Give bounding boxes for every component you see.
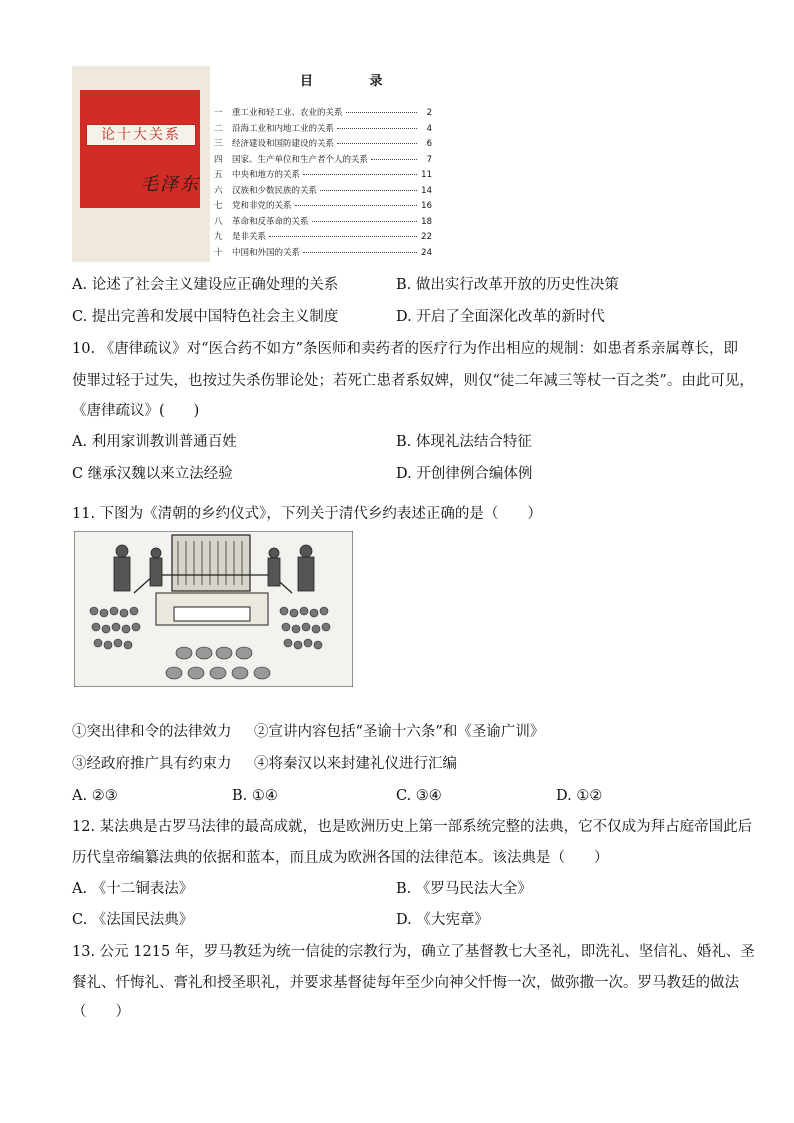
q11-option-c: C. ③④ bbox=[396, 788, 442, 804]
toc-page-number: 16 bbox=[421, 201, 432, 211]
q12-stem-line1: 12. 某法典是古罗马法律的最高成就，也是欧洲历史上第一部系统完整的法典，它不仅成为拜占庭帝国此后 bbox=[72, 819, 753, 835]
toc-entry-text: 沿海工业和内地工业的关系 bbox=[232, 123, 335, 134]
toc-page-number: 24 bbox=[421, 247, 432, 258]
toc-entry-text: 是非关系 bbox=[232, 232, 267, 242]
toc-entry-text: 革命和反革命的关系 bbox=[232, 216, 309, 227]
book-cover-image bbox=[72, 66, 210, 262]
toc-row bbox=[214, 122, 432, 138]
cover-signature: 毛泽东 bbox=[140, 174, 200, 195]
toc-entry-text: 经济建设和国防建设的关系 bbox=[232, 139, 335, 149]
toc-row bbox=[214, 137, 432, 153]
q11-option-a: A. ②③ bbox=[72, 788, 118, 804]
toc-row bbox=[214, 246, 432, 262]
toc-leader-dots bbox=[303, 252, 417, 253]
toc-entry-text: 重工业和轻工业、农业的关系 bbox=[232, 108, 343, 118]
q11-stem: 11. 下图为《清朝的乡约仪式》，下列关于清代乡约表述正确的是（ ） bbox=[72, 506, 542, 522]
toc-page-number: 11 bbox=[421, 170, 432, 180]
toc-leader-dots bbox=[303, 174, 417, 175]
toc-page-number: 7 bbox=[426, 154, 432, 165]
toc-entry-text: 国家、生产单位和生产者个人的关系 bbox=[232, 154, 369, 165]
toc-page-number: 22 bbox=[421, 232, 432, 242]
toc-page-number: 6 bbox=[426, 139, 432, 149]
q12-stem-line2: 历代皇帝编纂法典的依据和蓝本，而且成为欧洲各国的法律范本。该法典是（ ） bbox=[72, 850, 609, 866]
q11-statement-2: ②宣讲内容包括“圣谕十六条”和《圣谕广训》 bbox=[254, 724, 545, 740]
cover-red-panel bbox=[80, 90, 200, 208]
toc-leader-dots bbox=[337, 128, 417, 129]
toc-number: 九 bbox=[214, 232, 223, 242]
toc-number: 三 bbox=[214, 139, 223, 149]
q10-stem-line1: 10. 《唐律疏议》对“医合药不如方”条医师和卖药者的医疗行为作出相应的规制：如患者系亲属尊长，即 bbox=[72, 341, 738, 357]
q10-stem-line3: 《唐律疏议》( ) bbox=[72, 403, 200, 419]
toc-number: 一 bbox=[214, 108, 223, 118]
q12-option-d: D. 《大宪章》 bbox=[396, 912, 489, 928]
toc-leader-dots bbox=[269, 236, 417, 237]
toc-page-number: 2 bbox=[426, 108, 432, 118]
toc-title: 目 录 bbox=[300, 74, 409, 89]
q12-option-a: A. 《十二铜表法》 bbox=[72, 881, 194, 897]
toc-number: 十 bbox=[214, 247, 223, 258]
toc-page-number: 18 bbox=[421, 216, 432, 227]
q10-stem-line2: 使罪过轻于过失，也按过失杀伤罪论处；若死亡患者系奴婢，则仅“徒二年减三等杖一百之类”。由此可见， bbox=[72, 373, 754, 389]
toc-row bbox=[214, 215, 432, 231]
q11-statement-1: ①突出律和令的法律效力 bbox=[72, 724, 232, 740]
toc-number: 五 bbox=[214, 170, 223, 180]
toc-row bbox=[214, 184, 432, 200]
q11-statement-4: ④将秦汉以来封建礼仪进行汇编 bbox=[254, 756, 457, 772]
q12-option-b: B. 《罗马民法大全》 bbox=[396, 881, 532, 897]
toc-leader-dots bbox=[337, 143, 417, 144]
village-ceremony-illustration bbox=[74, 531, 353, 687]
cover-title: 论十大关系 bbox=[86, 124, 196, 146]
toc-number: 四 bbox=[214, 154, 223, 165]
toc-row bbox=[214, 153, 432, 169]
toc-leader-dots bbox=[320, 190, 417, 191]
toc-leader-dots bbox=[346, 112, 417, 113]
toc-row bbox=[214, 199, 432, 215]
toc-list bbox=[214, 106, 432, 261]
toc-entry-text: 党和非党的关系 bbox=[232, 201, 292, 211]
q9-option-c: C. 提出完善和发展中国特色社会主义制度 bbox=[72, 309, 339, 325]
toc-entry-text: 中国和外国的关系 bbox=[232, 247, 301, 258]
toc-number: 二 bbox=[214, 123, 223, 134]
q9-option-d: D. 开启了全面深化改革的新时代 bbox=[396, 309, 605, 325]
q10-option-c: C 继承汉魏以来立法经验 bbox=[72, 466, 233, 482]
toc-number: 六 bbox=[214, 185, 223, 196]
toc-number: 八 bbox=[214, 216, 223, 227]
q13-stem-line2: 餐礼、忏悔礼、膏礼和授圣职礼，并要求基督徒每年至少向神父忏悔一次，做弥撒一次。罗马教廷的做法 bbox=[72, 975, 739, 991]
toc-entry-text: 中央和地方的关系 bbox=[232, 170, 301, 180]
q9-option-a: A. 论述了社会主义建设应正确处理的关系 bbox=[72, 277, 339, 293]
toc-entry-text: 汉族和少数民族的关系 bbox=[232, 185, 318, 196]
q11-option-b: B. ①④ bbox=[232, 788, 278, 804]
toc-number: 七 bbox=[214, 201, 223, 211]
toc-page-number: 4 bbox=[426, 123, 432, 134]
toc-row bbox=[214, 168, 432, 184]
toc-page-number: 14 bbox=[421, 185, 432, 196]
q9-option-b: B. 做出实行改革开放的历史性决策 bbox=[396, 277, 619, 293]
toc-row bbox=[214, 230, 432, 246]
q11-option-d: D. ①② bbox=[556, 788, 603, 804]
q11-statement-3: ③经政府推广具有约束力 bbox=[72, 756, 232, 772]
q13-stem-line3: （ ） bbox=[72, 1004, 130, 1020]
q10-option-d: D. 开创律例合编体例 bbox=[396, 466, 533, 482]
q10-option-a: A. 利用家训教训普通百姓 bbox=[72, 434, 237, 450]
toc-leader-dots bbox=[371, 159, 417, 160]
toc-leader-dots bbox=[295, 205, 417, 206]
toc-row bbox=[214, 106, 432, 122]
q10-option-b: B. 体现礼法结合特征 bbox=[396, 434, 532, 450]
toc-leader-dots bbox=[312, 221, 417, 222]
q13-stem-line1: 13. 公元 1215 年，罗马教廷为统一信徒的宗教行为，确立了基督教七大圣礼，即洗礼、坚信礼、婚礼、圣 bbox=[72, 944, 755, 960]
q12-option-c: C. 《法国民法典》 bbox=[72, 912, 194, 928]
